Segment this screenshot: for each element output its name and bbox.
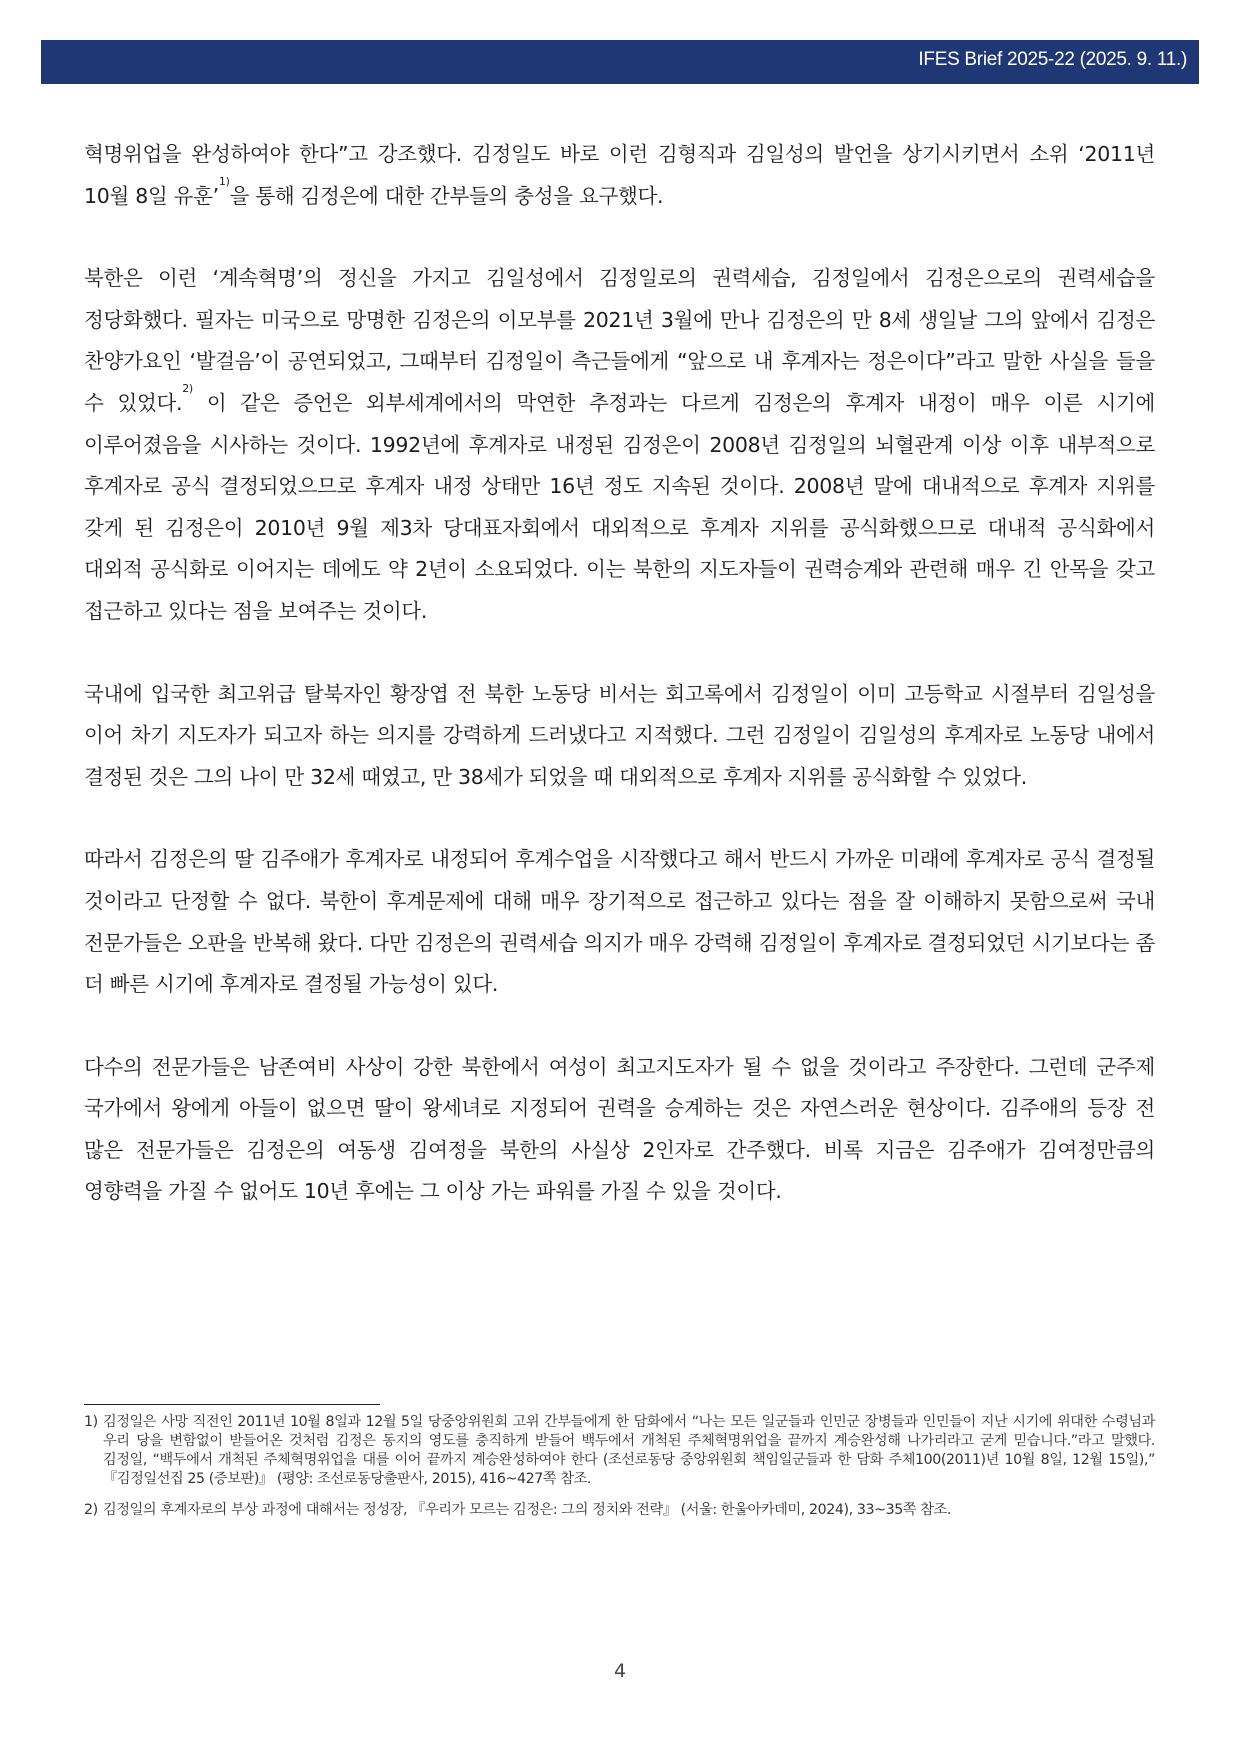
paragraph: 북한은 이런 ‘계속혁명’의 정신을 가지고 김일성에서 김정일로의 권력세습, 김정일에서 김정은으로의 권력세습을 정당화했다. 필자는 미국으로 망명한 김정은의 이모부를 2021년 3월에 만나 김정은의 만 8세 생일날 그의 앞에서 김정은 찬양가요인 ‘발걸음’이 공연되었고, 그때부터 김정일이 측근들에게 “앞으로 내 후계자는 정은이다”라고 말한 사실을 들을 수 있었다.$^{2)}$ 이 같은 증언은 외부세계에서의 막연한 추정과는 다르게 김정은의 후계자 내정이 매우 이른 시기에 이루어졌음을 시사하는 것이다. 1992년에 후계자로 내정된 김정은이 2008년 김정일의 뇌혈관계 이상 이후 내부적으로 후계자로 공식 결정되었으므로 후계자 내정 상태만 16년 정도 지속된 것이다. 2008년 말에 대내적으로 후계자 지위를 갖게 된 김정은이 2010년 9월 제3차 당대표자회에서 대외적으로 후계자 지위를 공식화했으므로 대내적 공식화에서 대외적 공식화로 이어지는 데에도 약 2년이 소요되었다. 이는 북한의 지도자들이 권력승계와 관련해 매우 긴 안목을 갖고 접근하고 있다는 점을 보여주는 것이다.	[84, 266, 1155, 623]
body-text	[84, 134, 1155, 1254]
footnote-ref[interactable]: 1)	[218, 174, 230, 188]
footnotes	[84, 1413, 1155, 1532]
paragraph: 다수의 전문가들은 남존여비 사상이 강한 북한에서 여성이 최고지도자가 될 수 없을 것이라고 주장한다. 그런데 군주제 국가에서 왕에게 아들이 없으면 딸이 왕세녀로 지정되어 권력을 승계하는 것은 자연스러운 현상이다. 김주애의 등장 전 많은 전문가들은 김정은의 여동생 김여정을 북한의 사실상 2인자로 간주했다. 비록 지금은 김주애가 김여정만큼의 영향력을 가질 수 없어도 10년 후에는 그 이상 가는 파워를 가질 수 있을 것이다.	[84, 1054, 1155, 1204]
footnote-divider	[84, 1404, 380, 1405]
page-number: 4	[613, 1660, 627, 1682]
paragraph: 따라서 김정은의 딸 김주애가 후계자로 내정되어 후계수업을 시작했다고 해서 반드시 가까운 미래에 후계자로 공식 결정될 것이라고 단정할 수 없다. 북한이 후계문제에 대해 매우 장기적으로 접근하고 있다는 점을 잘 이해하지 못함으로써 국내 전문가들은 오판을 반복해 왔다. 다만 김정은의 권력세습 의지가 매우 강력해 김정일이 후계자로 결정되었던 시기보다는 좀 더 빠른 시기에 후계자로 결정될 가능성이 있다.	[84, 847, 1155, 997]
header-bar	[41, 40, 1199, 84]
publication-title: IFES Brief 2025-22 (2025. 9. 11.)	[918, 49, 1187, 70]
footnote	[84, 1501, 1155, 1520]
paragraph: 국내에 입국한 최고위급 탈북자인 황장엽 전 북한 노동당 비서는 회고록에서 김정일이 이미 고등학교 시절부터 김일성을 이어 차기 지도자가 되고자 하는 의지를 강력하게 드러냈다고 지적했다. 그런 김정일이 김일성의 후계자로 노동당 내에서 결정된 것은 그의 나이 만 32세 때였고, 만 38세가 되었을 때 대외적으로 후계자 지위를 공식화할 수 있었다.	[84, 681, 1155, 789]
footnote-number: 1)	[84, 1414, 98, 1430]
footnote	[84, 1413, 1155, 1489]
footnote-text: 김정일은 사망 직전인 2011년 10월 8일과 12월 5일 당중앙위원회 고위 간부들에게 한 담화에서 “나는 모든 일군들과 인민군 장병들과 인민들이 지난 시기에 위대한 수령님과 우리 당을 변함없이 받들어온 것처럼 김정은 동지의 영도를 충직하게 받들어 백두에서 개척된 주체혁명위업을 끝까지 계승완성해 나가리라고 굳게 믿습니다.”라고 말했다. 김정일, “백두에서 개척된 주체혁명위업을 대를 이어 끝까지 계승완성하여야 한다 (조선로동당 중앙위원회 책임일군들과 한 담화 주체100(2011)년 10월 8일, 12월 15일),” 『김정일선집 25 (증보판)』 (평양: 조선로동당출판사, 2015), 416~427쪽 참조.	[103, 1414, 1155, 1487]
footnote-text: 김정일의 후계자로의 부상 과정에 대해서는 정성장, 『우리가 모르는 김정은: 그의 정치와 전략』 (서울: 한울아카데미, 2024), 33~35쪽 참조.	[103, 1502, 951, 1518]
footnote-number: 2)	[84, 1502, 98, 1518]
paragraph: 혁명위업을 완성하여야 한다”고 강조했다. 김정일도 바로 이런 김형직과 김일성의 발언을 상기시키면서 소위 ‘2011년 10월 8일 유훈’$^{1)}$을 통해 김정은에 대한 간부들의 충성을 요구했다.	[84, 142, 1155, 208]
footnote-ref[interactable]: 2)	[182, 381, 193, 395]
